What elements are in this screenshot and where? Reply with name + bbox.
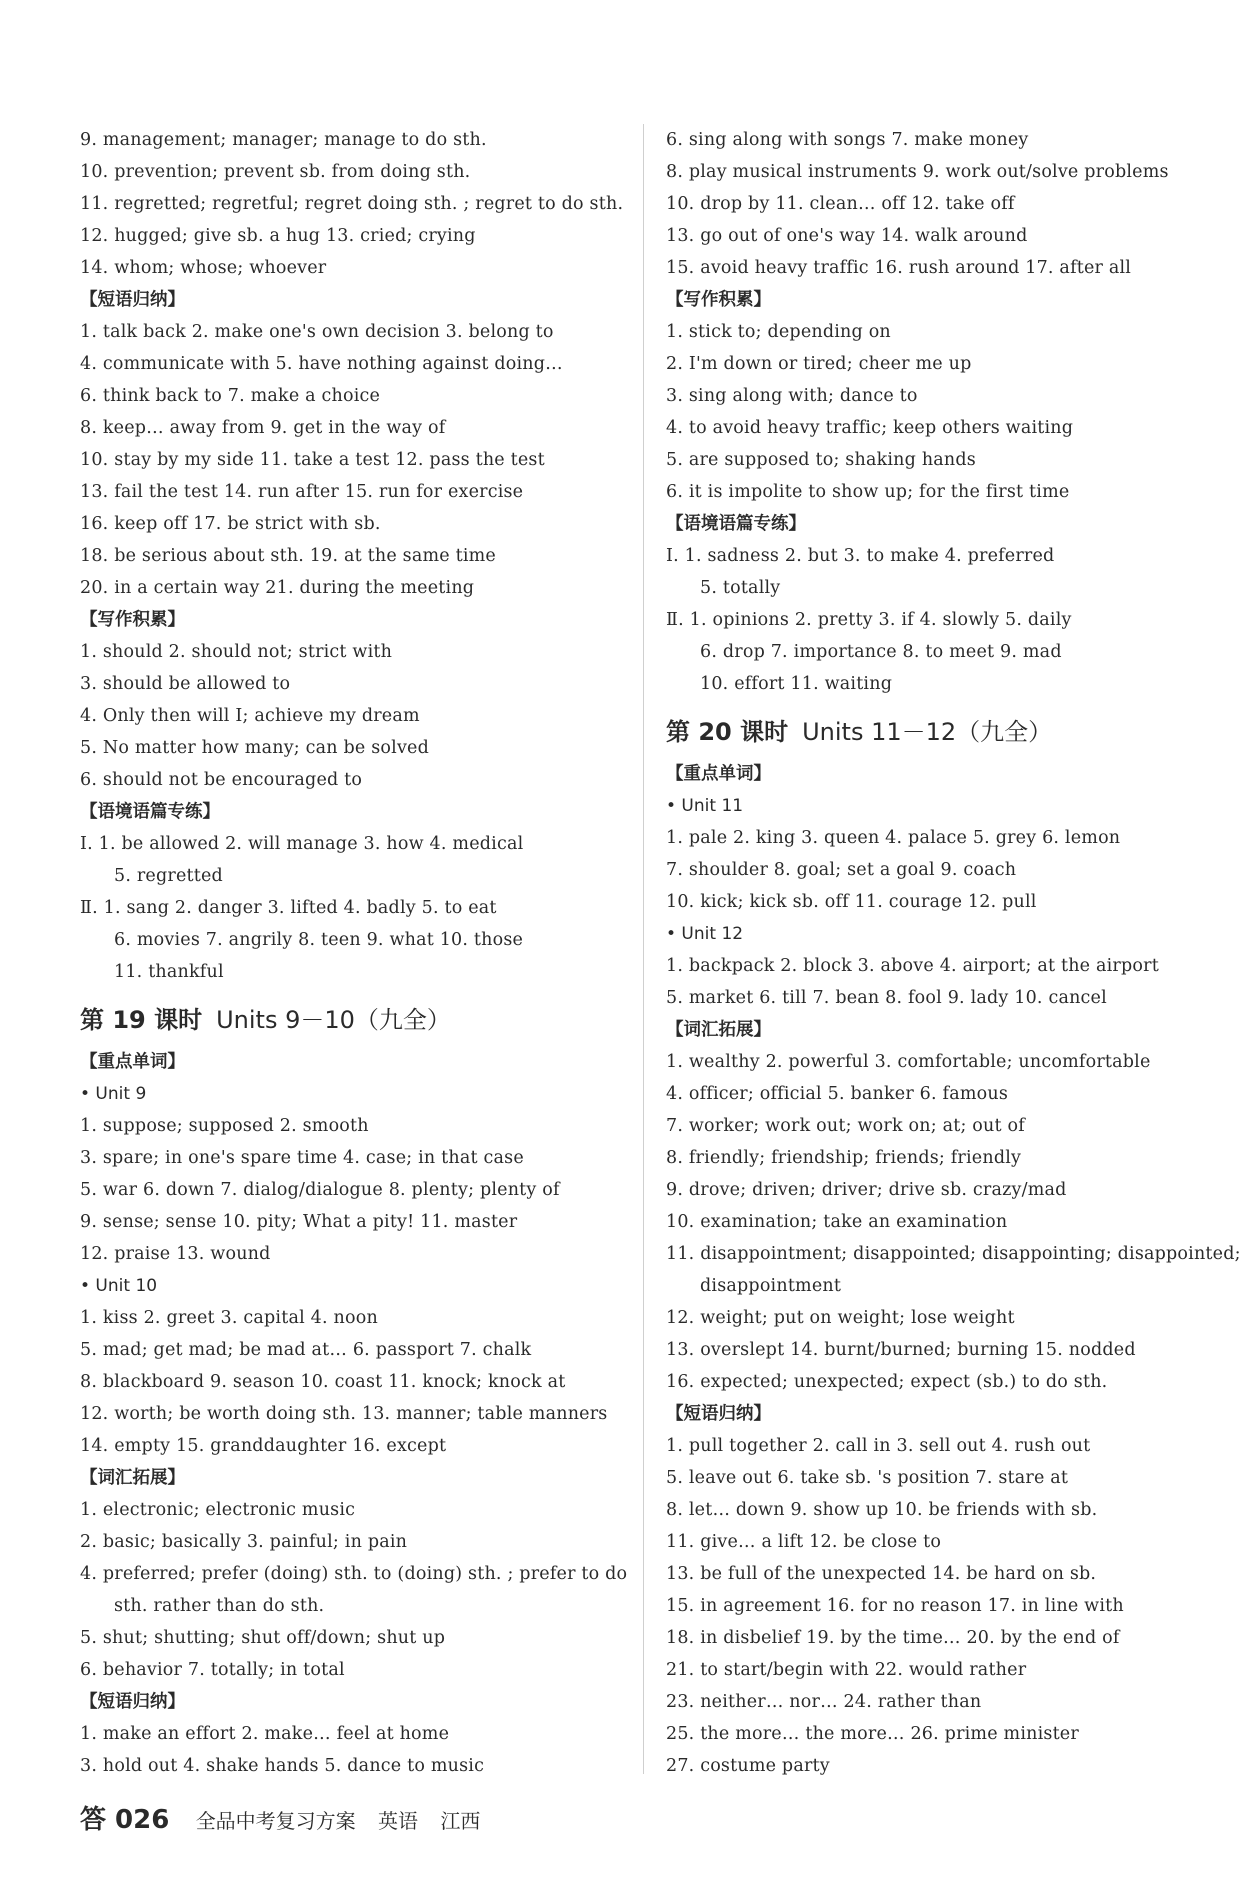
page-footer — [80, 1800, 480, 1840]
answer-line: 10. examination; take an examination — [666, 1212, 1008, 1232]
answer-line: 9. management; manager; manage to do sth. — [80, 130, 487, 150]
answer-line: 1. should 2. should not; strict with — [80, 642, 393, 662]
page-number: 答 026 — [80, 1805, 170, 1835]
unit-label: • Unit 10 — [80, 1276, 158, 1296]
section-heading: 【词汇拓展】 — [80, 1468, 185, 1488]
answer-line: 12. weight; put on weight; lose weight — [666, 1308, 1015, 1328]
answer-line: 15. avoid heavy traffic 16. rush around 17. after all — [666, 258, 1132, 278]
answer-line: 3. spare; in one's spare time 4. case; in that case — [80, 1148, 524, 1168]
section-heading: 【语境语篇专练】 — [666, 514, 806, 534]
answer-line: 4. officer; official 5. banker 6. famous — [666, 1084, 1009, 1104]
unit-label: • Unit 12 — [666, 924, 744, 944]
section-heading: 【短语归纳】 — [666, 1404, 771, 1424]
answer-line: 8. keep… away from 9. get in the way of — [80, 418, 446, 438]
answer-line: 6. sing along with songs 7. make money — [666, 130, 1029, 150]
answer-line: 18. in disbelief 19. by the time… 20. by the end of — [666, 1628, 1120, 1648]
answer-line: 12. praise 13. wound — [80, 1244, 271, 1264]
section-heading: 【写作积累】 — [80, 610, 185, 630]
answer-line: 1. make an effort 2. make… feel at home — [80, 1724, 450, 1744]
right-column — [666, 124, 1241, 1782]
answer-line: Ⅱ. 1. sang 2. danger 3. lifted 4. badly 5. to eat — [80, 898, 497, 918]
answer-line: 1. electronic; electronic music — [80, 1500, 356, 1520]
answer-line: Ⅱ. 1. opinions 2. pretty 3. if 4. slowly 5. daily — [666, 610, 1072, 630]
answer-line: 3. hold out 4. shake hands 5. dance to music — [80, 1756, 485, 1776]
answer-line: 8. blackboard 9. season 10. coast 11. knock; knock at — [80, 1372, 566, 1392]
answer-line: 1. stick to; depending on — [666, 322, 891, 342]
answer-line: 10. stay by my side 11. take a test 12. pass the test — [80, 450, 545, 470]
answer-line: 5. mad; get mad; be mad at… 6. passport 7. chalk — [80, 1340, 532, 1360]
answer-line: Ⅰ. 1. be allowed 2. will manage 3. how 4. medical — [80, 834, 524, 854]
column-divider — [643, 124, 644, 1774]
answer-line: 25. the more… the more… 26. prime minister — [666, 1724, 1079, 1744]
answer-line: 1. pull together 2. call in 3. sell out 4. rush out — [666, 1436, 1091, 1456]
answer-line: 15. in agreement 16. for no reason 17. in line with — [666, 1596, 1124, 1616]
answer-line: 8. let… down 9. show up 10. be friends with sb. — [666, 1500, 1098, 1520]
answer-line: 12. worth; be worth doing sth. 13. manner; table manners — [80, 1404, 608, 1424]
section-heading: 【重点单词】 — [666, 764, 771, 784]
answer-line: 4. Only then will I; achieve my dream — [80, 706, 420, 726]
answer-line: 13. overslept 14. burnt/burned; burning 15. nodded — [666, 1340, 1136, 1360]
answer-line: 5. shut; shutting; shut off/down; shut up — [80, 1628, 446, 1648]
answer-line: 5. No matter how many; can be solved — [80, 738, 429, 758]
section-heading: 【词汇拓展】 — [666, 1020, 771, 1040]
section-heading: 【语境语篇专练】 — [80, 802, 220, 822]
answer-line: 11. disappointment; disappointed; disappointing; disappointed; — [666, 1244, 1241, 1264]
answer-line-continued: 10. effort 11. waiting — [700, 674, 893, 694]
book-title: 全品中考复习方案 — [195, 1809, 356, 1833]
answer-line: 3. sing along with; dance to — [666, 386, 918, 406]
answer-line: 10. prevention; prevent sb. from doing sth. — [80, 162, 471, 182]
answer-line: 1. suppose; supposed 2. smooth — [80, 1116, 369, 1136]
section-heading: 【短语归纳】 — [80, 1692, 185, 1712]
lesson-number: 第 20 课时 — [666, 718, 789, 746]
answer-line: 10. kick; kick sb. off 11. courage 12. pull — [666, 892, 1037, 912]
answer-line: 6. it is impolite to show up; for the first time — [666, 482, 1070, 502]
answer-line-continued: 11. thankful — [114, 962, 224, 982]
answer-line: 1. wealthy 2. powerful 3. comfortable; uncomfortable — [666, 1052, 1151, 1072]
answer-line: 16. keep off 17. be strict with sb. — [80, 514, 381, 534]
answer-line: 5. leave out 6. take sb. 's position 7. stare at — [666, 1468, 1069, 1488]
answer-line: 13. fail the test 14. run after 15. run for exercise — [80, 482, 524, 502]
lesson-title — [666, 706, 1226, 758]
lesson-units: Units 9－10（九全） — [216, 1006, 451, 1034]
answer-line-continued: 6. drop 7. importance 8. to meet 9. mad — [700, 642, 1062, 662]
section-heading: 【写作积累】 — [666, 290, 771, 310]
answer-line: 18. be serious about sth. 19. at the same time — [80, 546, 496, 566]
answer-line: 20. in a certain way 21. during the meeting — [80, 578, 475, 598]
answer-line: 8. play musical instruments 9. work out/solve problems — [666, 162, 1169, 182]
answer-line-continued: 6. movies 7. angrily 8. teen 9. what 10. those — [114, 930, 524, 950]
lesson-number: 第 19 课时 — [80, 1006, 203, 1034]
answer-line: 21. to start/begin with 22. would rather — [666, 1660, 1027, 1680]
answer-line: 6. should not be encouraged to — [80, 770, 363, 790]
answer-line: Ⅰ. 1. sadness 2. but 3. to make 4. preferred — [666, 546, 1055, 566]
answer-line: 4. to avoid heavy traffic; keep others waiting — [666, 418, 1074, 438]
answer-line: 11. regretted; regretful; regret doing sth. ; regret to do sth. — [80, 194, 624, 214]
region-label: 江西 — [440, 1809, 481, 1833]
answer-line: 1. pale 2. king 3. queen 4. palace 5. grey 6. lemon — [666, 828, 1121, 848]
answer-line: 5. are supposed to; shaking hands — [666, 450, 976, 470]
answer-line: 6. think back to 7. make a choice — [80, 386, 381, 406]
answer-line: 1. kiss 2. greet 3. capital 4. noon — [80, 1308, 378, 1328]
lesson-title — [80, 994, 640, 1046]
answer-line: 14. whom; whose; whoever — [80, 258, 327, 278]
answer-line: 3. should be allowed to — [80, 674, 291, 694]
answer-line: 13. be full of the unexpected 14. be hard on sb. — [666, 1564, 1097, 1584]
answer-line: 10. drop by 11. clean… off 12. take off — [666, 194, 1015, 214]
answer-line: 27. costume party — [666, 1756, 830, 1776]
unit-label: • Unit 11 — [666, 796, 744, 816]
answer-line: 2. I'm down or tired; cheer me up — [666, 354, 972, 374]
answer-line-continued: disappointment — [700, 1276, 842, 1296]
section-heading: 【短语归纳】 — [80, 290, 185, 310]
answer-line: 7. worker; work out; work on; at; out of — [666, 1116, 1025, 1136]
answer-line: 11. give… a lift 12. be close to — [666, 1532, 942, 1552]
answer-line: 16. expected; unexpected; expect (sb.) to do sth. — [666, 1372, 1108, 1392]
answer-line: 13. go out of one's way 14. walk around — [666, 226, 1028, 246]
left-column — [80, 124, 640, 1782]
answer-line: 2. basic; basically 3. painful; in pain — [80, 1532, 408, 1552]
answer-line: 5. war 6. down 7. dialog/dialogue 8. plenty; plenty of — [80, 1180, 560, 1200]
answer-line: 23. neither… nor… 24. rather than — [666, 1692, 982, 1712]
answer-line: 6. behavior 7. totally; in total — [80, 1660, 345, 1680]
answer-line: 7. shoulder 8. goal; set a goal 9. coach — [666, 860, 1017, 880]
answer-line-continued: 5. regretted — [114, 866, 223, 886]
section-heading: 【重点单词】 — [80, 1052, 185, 1072]
answer-line: 5. market 6. till 7. bean 8. fool 9. lady 10. cancel — [666, 988, 1107, 1008]
answer-line: 1. talk back 2. make one's own decision 3. belong to — [80, 322, 554, 342]
lesson-units: Units 11－12（九全） — [802, 718, 1053, 746]
answer-line-continued: 5. totally — [700, 578, 781, 598]
unit-label: • Unit 9 — [80, 1084, 147, 1104]
answer-line: 9. drove; driven; driver; drive sb. crazy/mad — [666, 1180, 1067, 1200]
answer-line: 14. empty 15. granddaughter 16. except — [80, 1436, 447, 1456]
answer-line: 4. preferred; prefer (doing) sth. to (doing) sth. ; prefer to do — [80, 1564, 628, 1584]
answer-line: 4. communicate with 5. have nothing against doing… — [80, 354, 563, 374]
subject-label: 英语 — [378, 1809, 419, 1833]
answer-line: 9. sense; sense 10. pity; What a pity! 11. master — [80, 1212, 518, 1232]
answer-line-continued: sth. rather than do sth. — [114, 1596, 325, 1616]
answer-line: 1. backpack 2. block 3. above 4. airport; at the airport — [666, 956, 1159, 976]
answer-line: 8. friendly; friendship; friends; friendly — [666, 1148, 1022, 1168]
answer-line: 12. hugged; give sb. a hug 13. cried; crying — [80, 226, 476, 246]
